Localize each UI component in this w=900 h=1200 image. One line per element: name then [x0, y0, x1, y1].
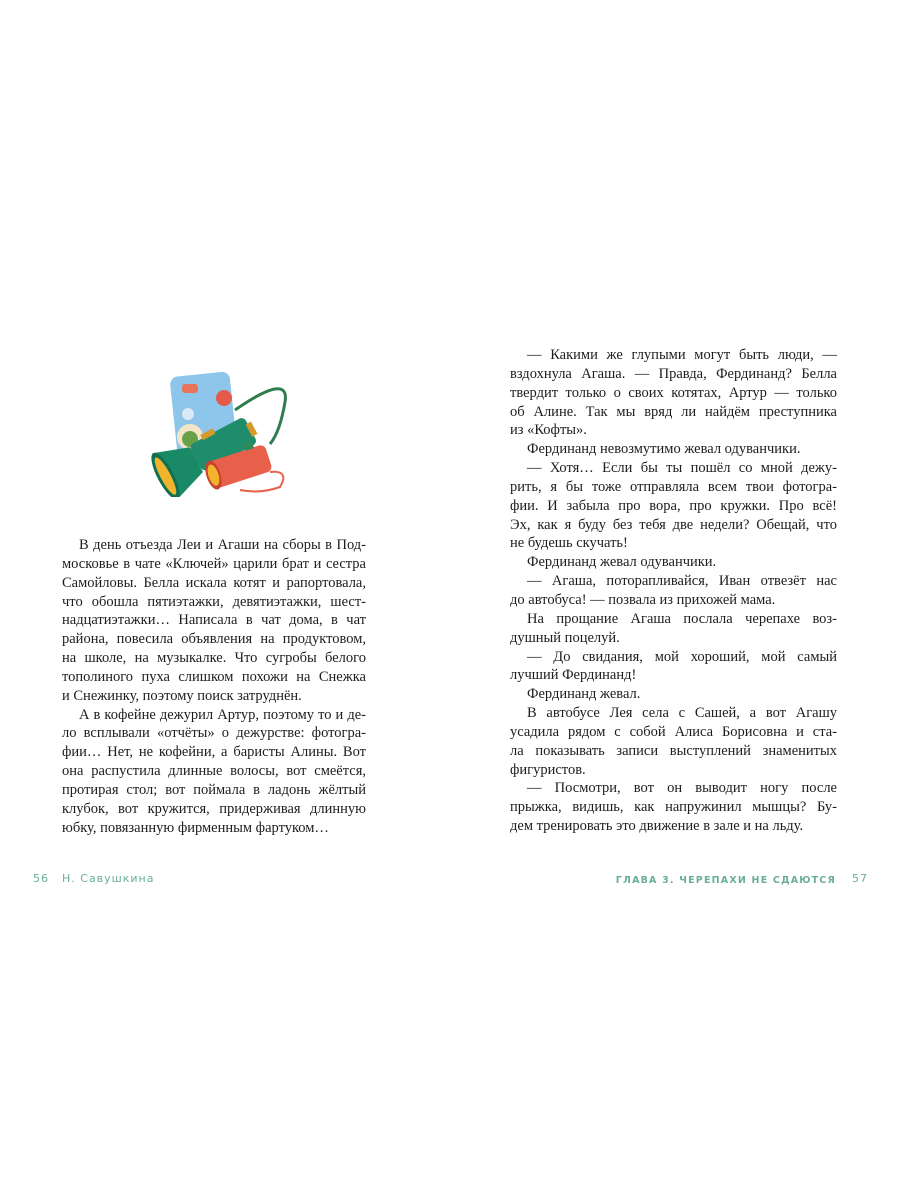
text-line: вздохнула Агаша. — Правда, Фердинанд? Белла [510, 365, 837, 382]
text-line: дем тренировать это движение в зале и на льду. [510, 818, 804, 835]
right-running-head: ГЛАВА 3. ЧЕРЕПАХИ НЕ СДАЮТСЯ [615, 875, 836, 886]
paragraph [510, 572, 837, 610]
paragraph [510, 553, 837, 572]
text-line: клубок, вот кружится, придерживая длинную [62, 800, 366, 817]
paragraph [510, 704, 837, 779]
paragraph [510, 779, 837, 836]
text-line: В автобусе Лея села с Сашей, а вот Агашу [527, 705, 837, 722]
left-running-head: Н. Савушкина [62, 872, 155, 885]
text-line: до автобуса! — позвала из прихожей мама. [510, 591, 776, 608]
text-line: Фердинанд жевал одуванчики. [527, 554, 717, 571]
text-line: лучший Фердинанд! [510, 667, 637, 684]
text-line: надцатиэтажки… Написала в чат дома, в чат [62, 612, 366, 629]
text-line: юбку, повязанную фирменным фартуком… [62, 819, 329, 836]
text-line: Фердинанд невозмутимо жевал одуванчики. [527, 441, 801, 458]
text-line: из «Кофты». [510, 422, 587, 439]
paragraph [62, 536, 366, 706]
text-line: на школе, на музыкалке. Что сугробы белого [62, 650, 366, 667]
paragraph [510, 459, 837, 553]
text-line: фии. И забыла про вора, про кружки. Про всё! [510, 497, 837, 514]
flashlights-illustration [140, 362, 310, 497]
text-line: — Хотя… Если бы ты пошёл со мной дежу- [527, 460, 837, 477]
left-page-text [62, 536, 366, 838]
paragraph [62, 706, 366, 838]
text-line: прыжка, видишь, как напружинил мышцы? Бу- [510, 799, 837, 816]
text-line: усадила рядом с собой Алиса Борисовна и ста- [510, 723, 837, 740]
text-line: твердит только о своих котятах, Артур — только [510, 384, 837, 401]
text-line: На прощание Агаша послала черепахе воз- [527, 610, 837, 627]
text-line: что обошла пятиэтажки, девятиэтажки, шест- [62, 593, 366, 610]
paragraph [510, 440, 837, 459]
text-line: ло всплывали «отчёты» о дежурстве: фотогра- [62, 725, 366, 742]
text-line: района, повесила объявления на продуктовом, [62, 631, 366, 648]
text-line: В день отъезда Леи и Агаши на сборы в Под- [79, 537, 366, 553]
right-page-number: 57 [852, 872, 868, 885]
paragraph [510, 346, 837, 440]
text-line: рить, я бы тоже отправляла всем твои фотогра- [510, 478, 837, 495]
text-line: — Посмотри, вот он выводит ногу после [527, 780, 837, 797]
text-line: фигуристов. [510, 761, 586, 778]
text-line: фии… Нет, не кофейни, а баристы Алины. Вот [62, 744, 366, 761]
text-line: Эх, как я буду без тебя две недели? Обещай, что [510, 516, 837, 533]
text-line: не будешь скучать! [510, 535, 628, 552]
text-line: тополиного пуха слишком похожи на Снежка [62, 668, 366, 685]
text-line: — Какими же глупыми могут быть люди, — [527, 347, 837, 363]
text-line: Фердинанд жевал. [527, 686, 641, 703]
text-line: об Алине. Так мы вряд ли найдём преступника [510, 403, 837, 420]
left-page-number: 56 [33, 872, 49, 885]
text-line: — До свидания, мой хороший, мой самый [527, 648, 837, 665]
text-line: — Агаша, поторапливайся, Иван отвезёт нас [527, 573, 837, 590]
right-page-text [510, 346, 837, 836]
text-line: московье в чате «Ключей» царили брат и сестра [62, 555, 366, 572]
text-line: протирая стол; вот поймала в ладонь жёлтый [62, 781, 366, 798]
text-line: Самойловы. Белла искала котят и рапортовала, [62, 574, 366, 591]
text-line: и Снежинку, поэтому поиск затруднён. [62, 687, 302, 704]
text-line: она распустила длинные волосы, вот смеётся, [62, 763, 366, 780]
paragraph [510, 648, 837, 686]
text-line: ла показывать записи выступлений знаменитых [510, 742, 837, 759]
text-line: А в кофейне дежурил Артур, поэтому то и де- [79, 706, 366, 723]
paragraph [510, 610, 837, 648]
paragraph [510, 685, 837, 704]
text-line: душный поцелуй. [510, 629, 620, 646]
